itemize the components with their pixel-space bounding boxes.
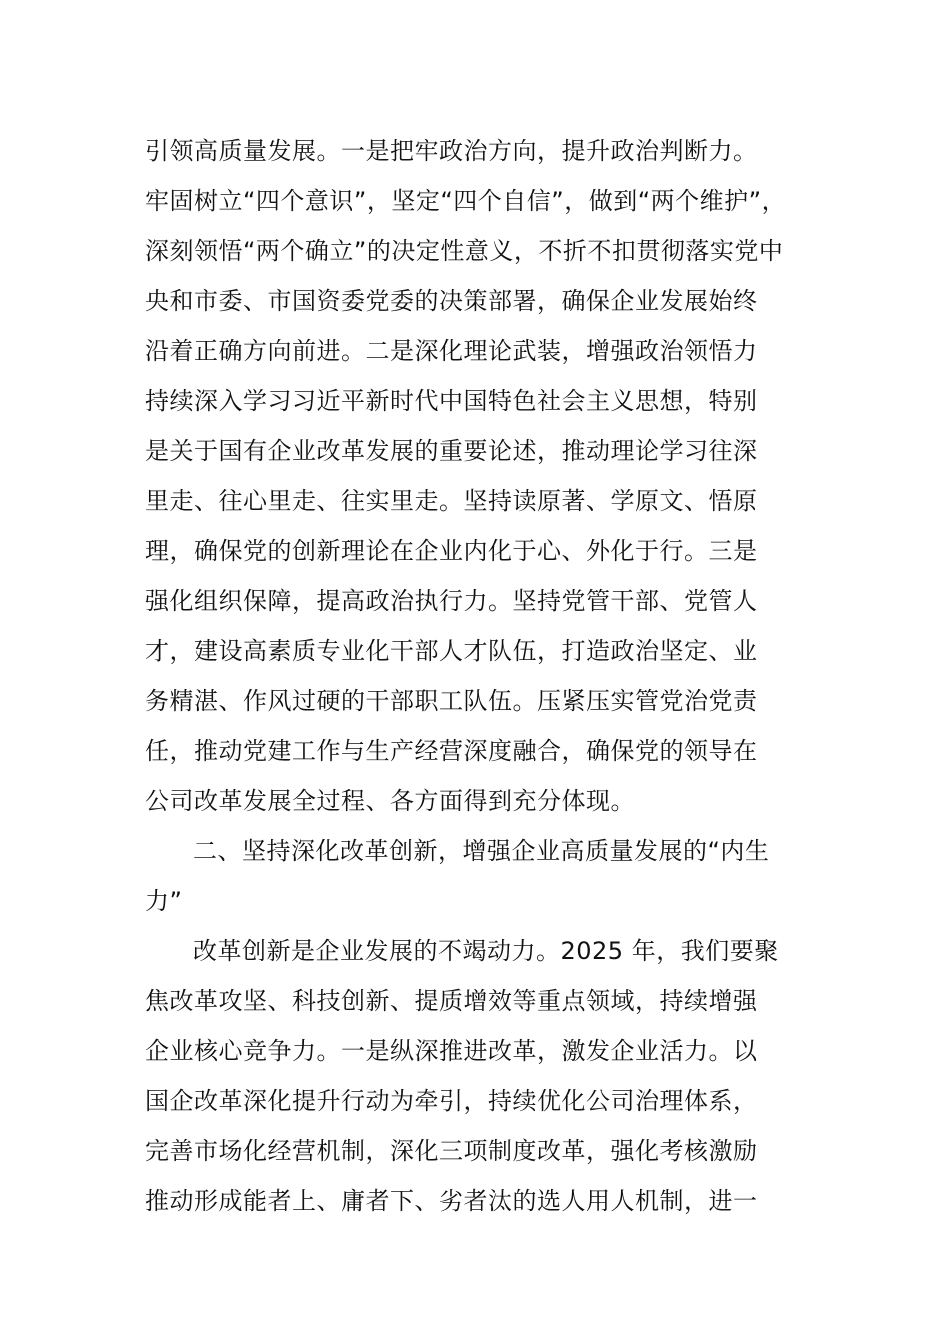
text-line: 改革创新是企业发展的不竭动力。2025 年，我们要聚 xyxy=(193,937,779,965)
text-line: 任，推动党建工作与生产经营深度融合，确保党的领导在 xyxy=(145,737,758,765)
text-line: 是关于国有企业改革发展的重要论述，推动理论学习往深 xyxy=(145,437,758,465)
text-line: 持续深入学习习近平新时代中国特色社会主义思想，特别 xyxy=(145,387,758,415)
text-line: 深刻领悟“两个确立”的决定性意义，不折不扣贯彻落实党中 xyxy=(145,237,784,265)
text-line: 完善市场化经营机制，深化三项制度改革，强化考核激励 xyxy=(145,1137,758,1165)
text-line: 才，建设高素质专业化干部人才队伍，打造政治坚定、业 xyxy=(145,637,758,665)
section-heading-continuation: 力” xyxy=(145,887,183,915)
text-line: 央和市委、市国资委党委的决策部署，确保企业发展始终 xyxy=(145,287,758,315)
text-line: 务精湛、作风过硬的干部职工队伍。压紧压实管党治党责 xyxy=(145,687,758,715)
text-line: 焦改革攻坚、科技创新、提质增效等重点领域，持续增强 xyxy=(145,987,758,1015)
text-line: 公司改革发展全过程、各方面得到充分体现。 xyxy=(145,787,635,815)
text-line: 推动形成能者上、庸者下、劣者汰的选人用人机制，进一 xyxy=(145,1187,758,1215)
section-heading: 二、坚持深化改革创新，增强企业高质量发展的“内生 xyxy=(193,837,770,865)
text-line: 国企改革深化提升行动为牵引，持续优化公司治理体系， xyxy=(145,1087,758,1115)
text-line: 理，确保党的创新理论在企业内化于心、外化于行。三是 xyxy=(145,537,758,565)
text-line: 沿着正确方向前进。二是深化理论武装，增强政治领悟力 xyxy=(145,337,758,365)
body-text xyxy=(145,126,815,1226)
text-line: 企业核心竞争力。一是纵深推进改革，激发企业活力。以 xyxy=(145,1037,758,1065)
text-line: 引领高质量发展。一是把牢政治方向，提升政治判断力。 xyxy=(145,137,758,165)
text-line: 强化组织保障，提高政治执行力。坚持党管干部、党管人 xyxy=(145,587,758,615)
text-line: 里走、往心里走、往实里走。坚持读原著、学原文、悟原 xyxy=(145,487,758,515)
text-line: 牢固树立“四个意识”，坚定“四个自信”，做到“两个维护”， xyxy=(145,187,787,215)
